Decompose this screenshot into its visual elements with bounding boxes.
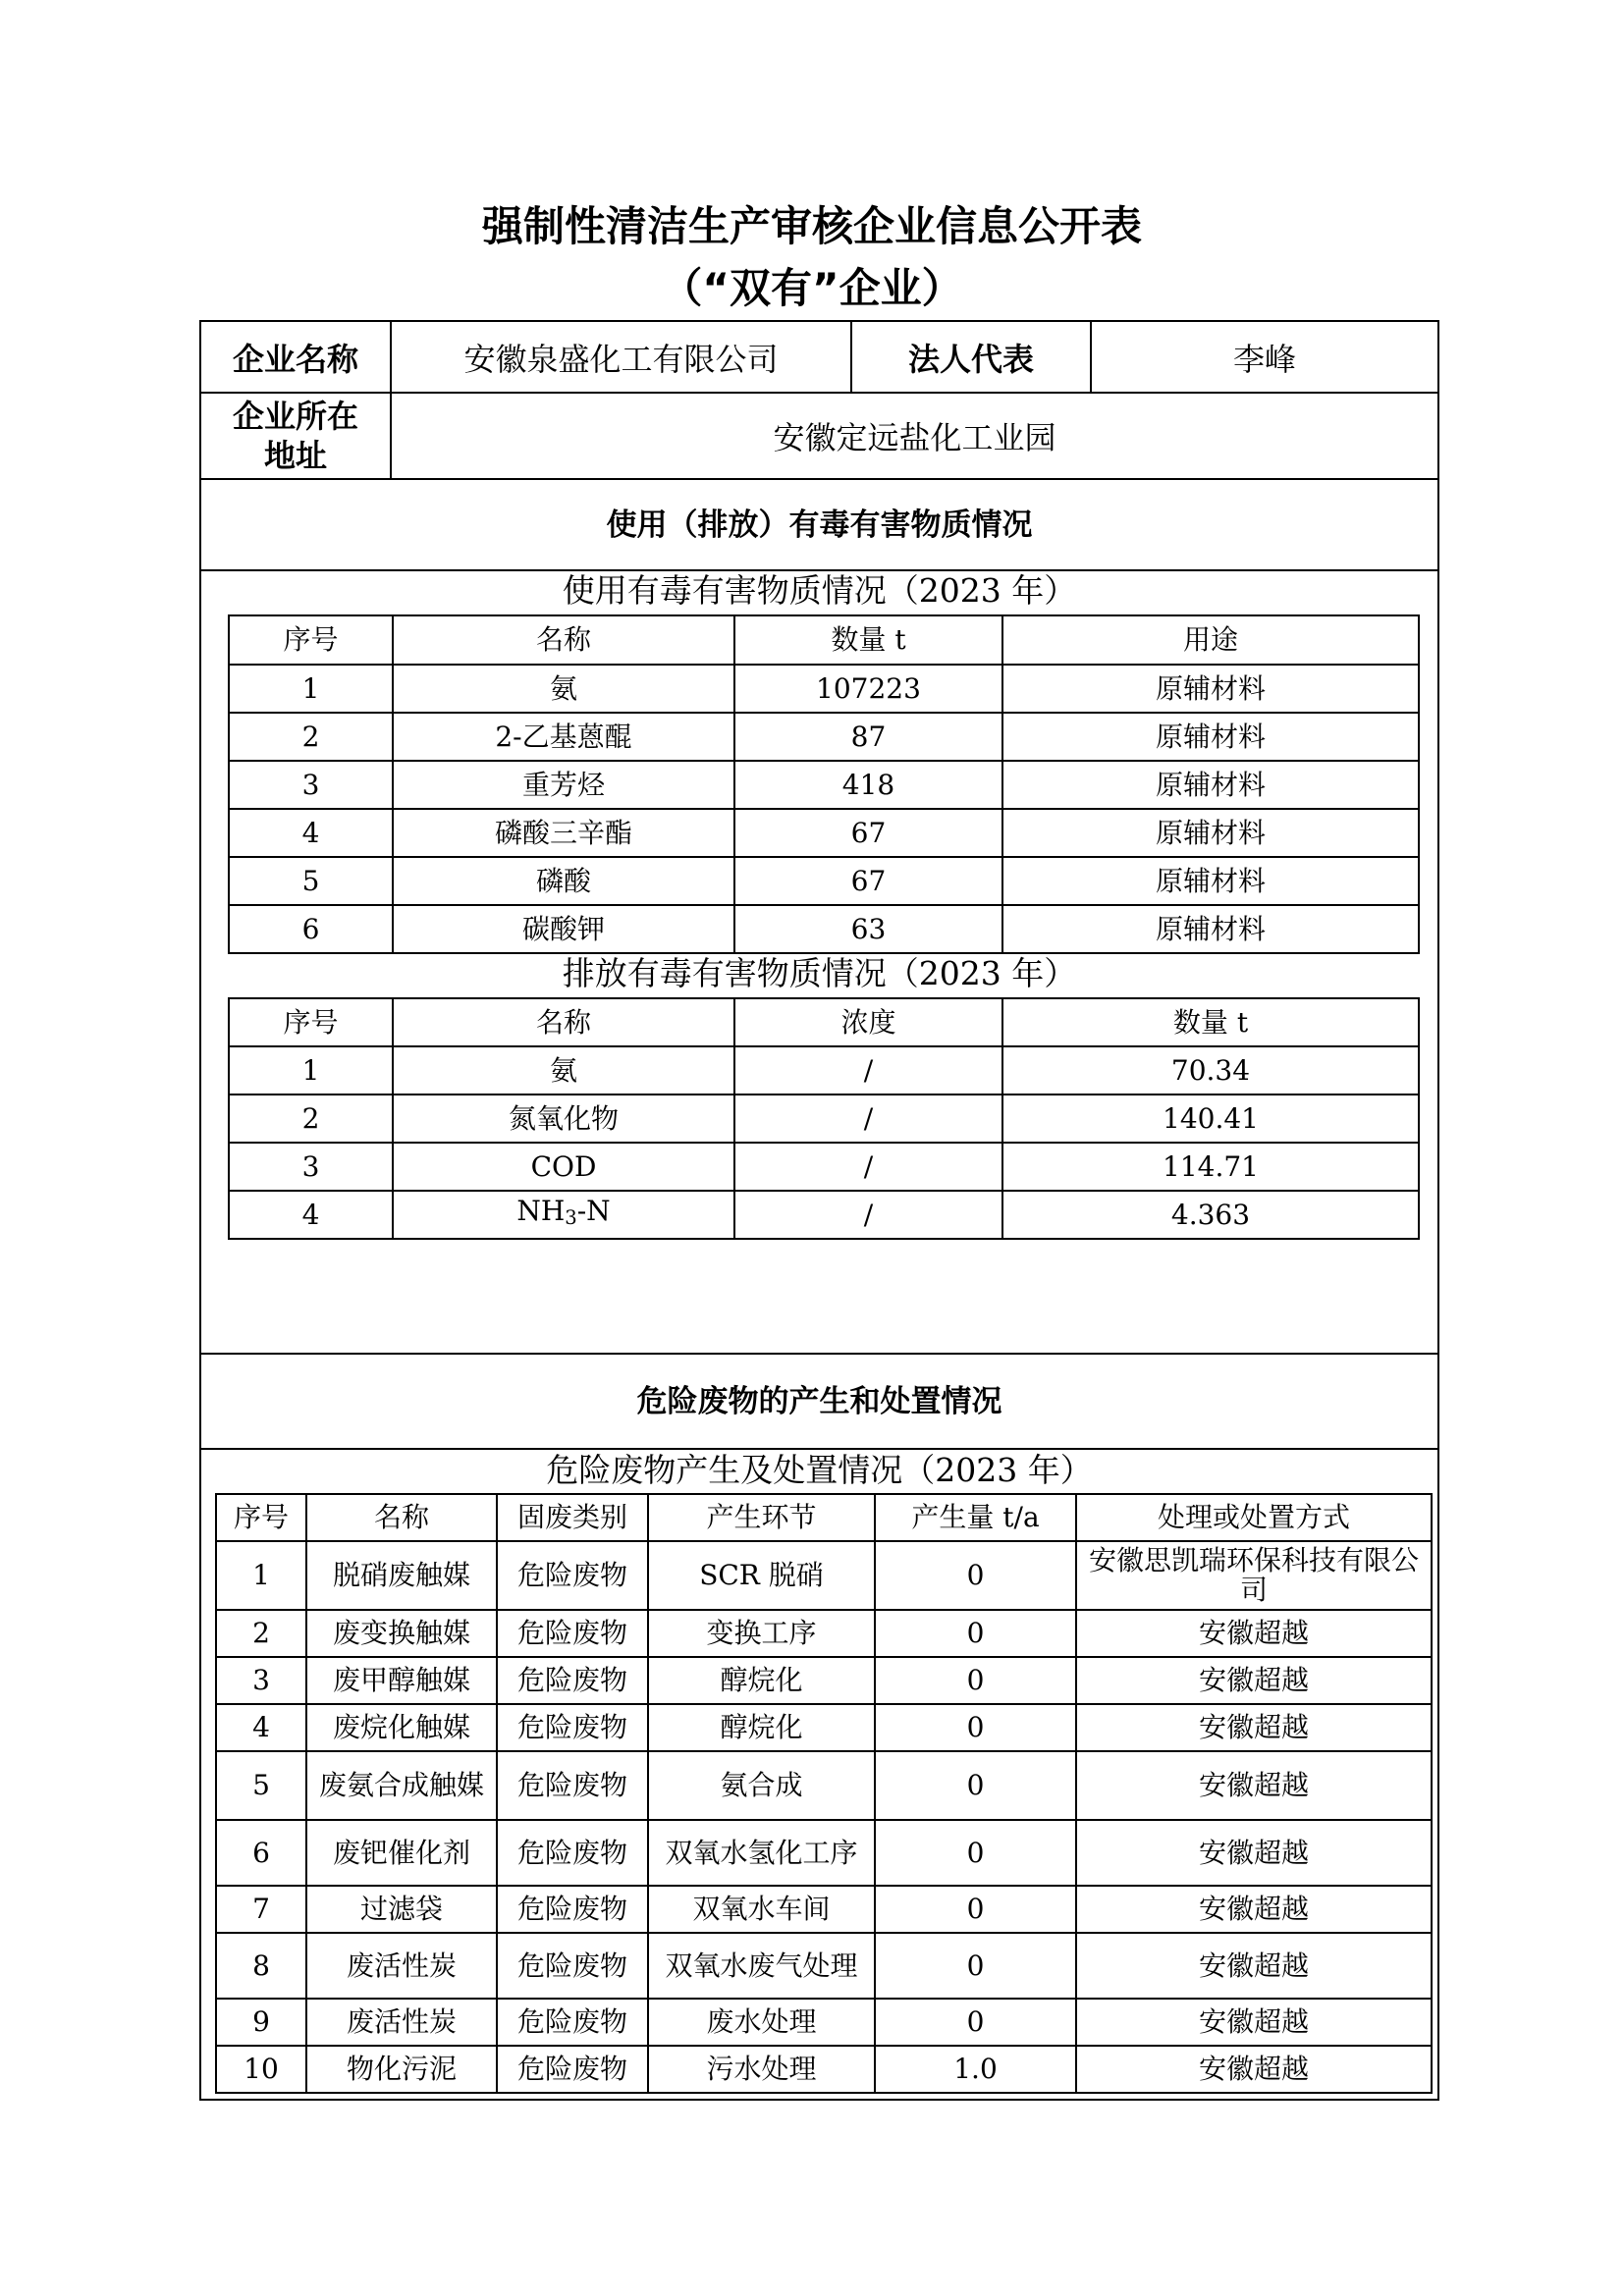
table-row: [216, 1933, 1432, 1999]
table-cell: 碳酸钾: [393, 905, 734, 953]
table-cell: 2: [216, 1610, 306, 1657]
table-cell: 危险废物: [497, 1886, 648, 1933]
emit-table-caption: 排放有毒有害物质情况（2023 年）: [562, 954, 1077, 992]
table-cell: 87: [734, 713, 1002, 761]
table-cell: 双氧水氢化工序: [648, 1820, 875, 1886]
column-header: 产生环节: [648, 1494, 875, 1541]
table-cell: 安徽思凯瑞环保科技有限公司: [1076, 1541, 1432, 1610]
table-cell: /: [734, 1191, 1002, 1239]
table-cell: 物化污泥: [306, 2046, 497, 2093]
table-cell: 3: [229, 761, 393, 809]
table-row: [216, 1886, 1432, 1933]
table-cell: 10: [216, 2046, 306, 2093]
table-cell: 危险废物: [497, 1820, 648, 1886]
table-cell: SCR 脱硝: [648, 1541, 875, 1610]
use-substances-table: [228, 614, 1420, 954]
table-cell: 废钯催化剂: [306, 1820, 497, 1886]
table-cell: 危险废物: [497, 1610, 648, 1657]
table-row: [216, 1541, 1432, 1610]
table-cell: 1: [216, 1541, 306, 1610]
table-row: [216, 1610, 1432, 1657]
section-hazardous-waste-title: 危险废物的产生和处置情况: [201, 1353, 1437, 1450]
table-cell: 8: [216, 1933, 306, 1999]
table-cell: 磷酸三辛酯: [393, 809, 734, 857]
hazardous-waste-table: [215, 1493, 1433, 2094]
address-value: 安徽定远盐化工业园: [391, 393, 1437, 479]
table-cell: 安徽超越: [1076, 1933, 1432, 1999]
table-cell: 63: [734, 905, 1002, 953]
column-header: 名称: [393, 998, 734, 1046]
table-header-row: [216, 1494, 1432, 1541]
table-cell: 废变换触媒: [306, 1610, 497, 1657]
table-cell: 磷酸: [393, 857, 734, 905]
table-cell: 3: [216, 1657, 306, 1704]
table-row: [216, 2046, 1432, 2093]
table-cell: 5: [216, 1751, 306, 1820]
table-cell: 0: [875, 1704, 1076, 1751]
table-row: [216, 1751, 1432, 1820]
table-row: [229, 1046, 1419, 1095]
table-cell: 废活性炭: [306, 1999, 497, 2046]
table-cell: 0: [875, 1999, 1076, 2046]
table-cell: 过滤袋: [306, 1886, 497, 1933]
table-cell: 变换工序: [648, 1610, 875, 1657]
table-cell: 0: [875, 1610, 1076, 1657]
table-row: [229, 1143, 1419, 1191]
table-cell: 危险废物: [497, 2046, 648, 2093]
table-row: [216, 1657, 1432, 1704]
table-cell: 废甲醇触媒: [306, 1657, 497, 1704]
column-header: 名称: [306, 1494, 497, 1541]
table-cell: 氮氧化物: [393, 1095, 734, 1143]
table-cell: 双氧水废气处理: [648, 1933, 875, 1999]
waste-table-caption: 危险废物产生及处置情况（2023 年）: [546, 1451, 1093, 1489]
column-header: 序号: [229, 615, 393, 665]
table-cell: 67: [734, 857, 1002, 905]
table-cell: 0: [875, 1886, 1076, 1933]
table-cell: 6: [216, 1820, 306, 1886]
table-cell: 危险废物: [497, 1704, 648, 1751]
section-toxic-substances-title: 使用（排放）有毒有害物质情况: [201, 481, 1437, 571]
table-cell: 氨: [393, 1046, 734, 1095]
table-cell: 0: [875, 1820, 1076, 1886]
address-label-line1: 企业所在: [232, 398, 358, 435]
table-cell: 醇烷化: [648, 1704, 875, 1751]
info-form-frame: [199, 320, 1439, 2101]
table-cell: 1.0: [875, 2046, 1076, 2093]
table-header-row: [229, 998, 1419, 1046]
document-subtitle: （“双有”企业）: [661, 264, 963, 312]
table-row: [229, 905, 1419, 953]
emit-substances-table: [228, 997, 1420, 1240]
table-cell: /: [734, 1143, 1002, 1191]
column-header: 浓度: [734, 998, 1002, 1046]
address-label: [201, 393, 391, 479]
table-cell: 原辅材料: [1002, 713, 1419, 761]
table-cell: 0: [875, 1933, 1076, 1999]
table-row: [229, 857, 1419, 905]
table-cell: 2: [229, 713, 393, 761]
table-cell: 脱硝废触媒: [306, 1541, 497, 1610]
use-table-caption: 使用有毒有害物质情况（2023 年）: [562, 571, 1077, 610]
column-header: 固废类别: [497, 1494, 648, 1541]
table-cell: 安徽超越: [1076, 1999, 1432, 2046]
legal-rep-value: 李峰: [1091, 322, 1437, 393]
table-cell: 原辅材料: [1002, 809, 1419, 857]
table-cell: /: [734, 1095, 1002, 1143]
column-header: 产生量 t/a: [875, 1494, 1076, 1541]
table-cell: 氨合成: [648, 1751, 875, 1820]
table-cell: 安徽超越: [1076, 1820, 1432, 1886]
table-cell: 3: [229, 1143, 393, 1191]
legal-rep-label: 法人代表: [851, 322, 1091, 393]
table-cell: 危险废物: [497, 1999, 648, 2046]
table-cell: 污水处理: [648, 2046, 875, 2093]
table-cell: 0: [875, 1657, 1076, 1704]
table-cell: 醇烷化: [648, 1657, 875, 1704]
table-cell: $NH_3-N$: [393, 1191, 734, 1239]
table-cell: 安徽超越: [1076, 1751, 1432, 1820]
table-cell: 0: [875, 1751, 1076, 1820]
table-row: [216, 1999, 1432, 2046]
table-cell: 6: [229, 905, 393, 953]
table-cell: 原辅材料: [1002, 857, 1419, 905]
table-cell: 1: [229, 1046, 393, 1095]
table-cell: 107223: [734, 665, 1002, 713]
table-cell: 5: [229, 857, 393, 905]
column-header: 处理或处置方式: [1076, 1494, 1432, 1541]
table-cell: 4.363: [1002, 1191, 1419, 1239]
table-cell: 原辅材料: [1002, 665, 1419, 713]
column-header: 数量 t: [1002, 998, 1419, 1046]
table-cell: 废氨合成触媒: [306, 1751, 497, 1820]
table-cell: 安徽超越: [1076, 1704, 1432, 1751]
table-row: [229, 761, 1419, 809]
table-cell: 9: [216, 1999, 306, 2046]
table-cell: /: [734, 1046, 1002, 1095]
table-cell: 重芳烃: [393, 761, 734, 809]
table-cell: 危险废物: [497, 1933, 648, 1999]
column-header: 序号: [216, 1494, 306, 1541]
column-header: 序号: [229, 998, 393, 1046]
table-cell: 70.34: [1002, 1046, 1419, 1095]
table-cell: 原辅材料: [1002, 761, 1419, 809]
address-label-line2: 地址: [263, 437, 327, 474]
table-cell: 安徽超越: [1076, 1657, 1432, 1704]
table-cell: 4: [229, 809, 393, 857]
table-cell: 危险废物: [497, 1657, 648, 1704]
table-cell: 4: [216, 1704, 306, 1751]
table-cell: 原辅材料: [1002, 905, 1419, 953]
table-row: [216, 1704, 1432, 1751]
column-header: 数量 t: [734, 615, 1002, 665]
company-name-value: 安徽泉盛化工有限公司: [391, 322, 851, 393]
table-cell: 危险废物: [497, 1751, 648, 1820]
table-cell: 1: [229, 665, 393, 713]
company-name-label: 企业名称: [201, 322, 391, 393]
table-cell: 7: [216, 1886, 306, 1933]
table-cell: 氨: [393, 665, 734, 713]
table-cell: 废烷化触媒: [306, 1704, 497, 1751]
table-cell: 废水处理: [648, 1999, 875, 2046]
table-row: [229, 1095, 1419, 1143]
table-cell: 2-乙基蒽醌: [393, 713, 734, 761]
table-cell: 0: [875, 1541, 1076, 1610]
company-info-table: [201, 322, 1437, 480]
table-cell: 4: [229, 1191, 393, 1239]
column-header: 用途: [1002, 615, 1419, 665]
table-row: [229, 1191, 1419, 1239]
table-cell: 140.41: [1002, 1095, 1419, 1143]
table-cell: 双氧水车间: [648, 1886, 875, 1933]
table-row: [229, 713, 1419, 761]
table-cell: 安徽超越: [1076, 2046, 1432, 2093]
table-cell: 安徽超越: [1076, 1610, 1432, 1657]
table-row: [229, 665, 1419, 713]
table-cell: 67: [734, 809, 1002, 857]
table-row: [229, 809, 1419, 857]
table-cell: 2: [229, 1095, 393, 1143]
table-cell: 危险废物: [497, 1541, 648, 1610]
document-title: 强制性清洁生产审核企业信息公开表: [481, 202, 1142, 250]
table-cell: 418: [734, 761, 1002, 809]
table-header-row: [229, 615, 1419, 665]
table-cell: COD: [393, 1143, 734, 1191]
table-row: [216, 1820, 1432, 1886]
table-cell: 废活性炭: [306, 1933, 497, 1999]
column-header: 名称: [393, 615, 734, 665]
table-cell: 114.71: [1002, 1143, 1419, 1191]
table-cell: 安徽超越: [1076, 1886, 1432, 1933]
